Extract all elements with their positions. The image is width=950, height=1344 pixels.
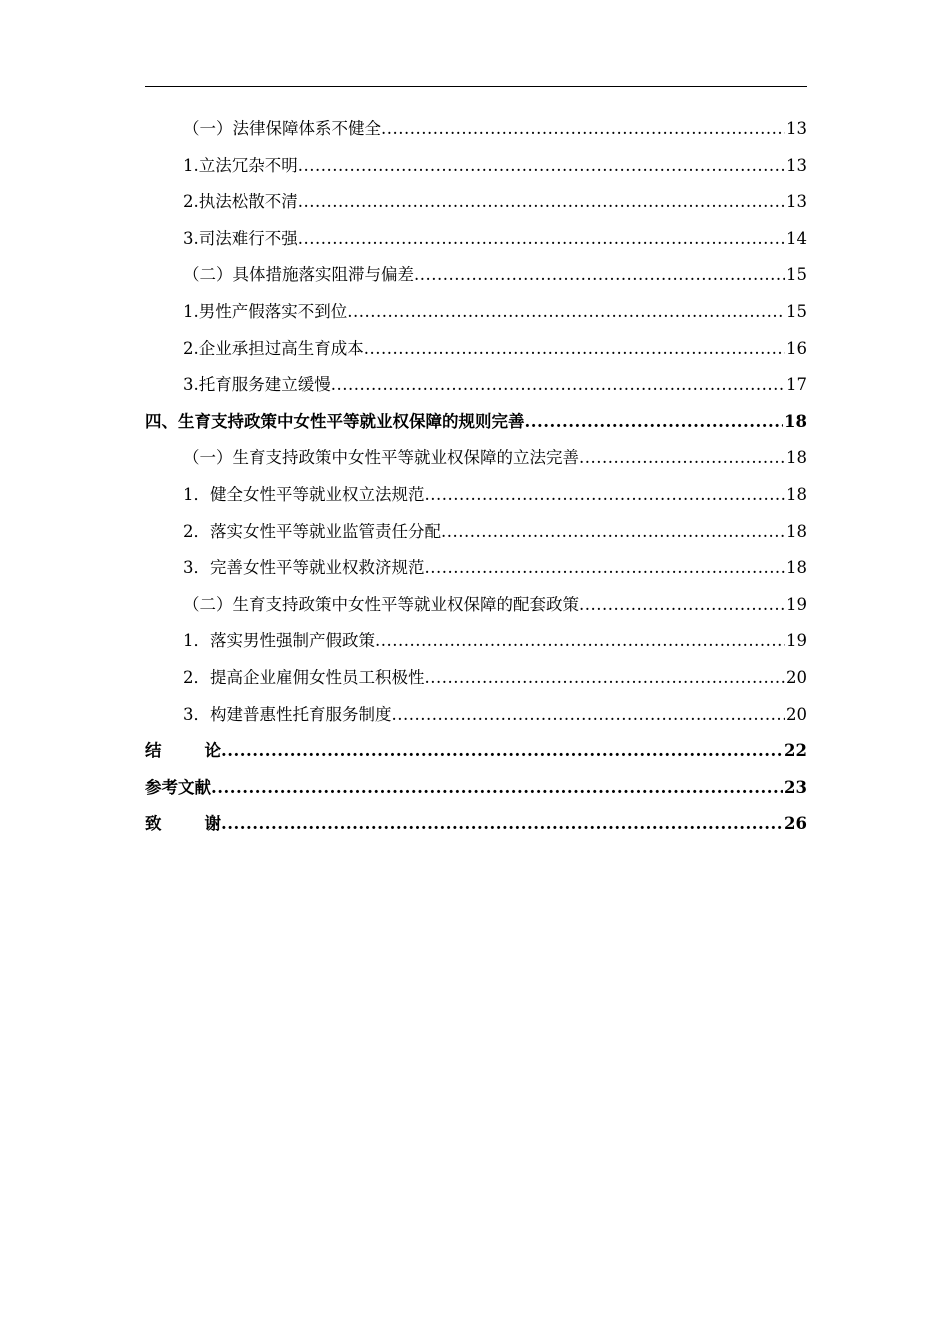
toc-entry[interactable]: [145, 440, 807, 477]
toc-dot-leader: [347, 294, 785, 331]
toc-title-char: 结: [145, 741, 162, 761]
toc-title-char: 论: [204, 741, 221, 761]
toc-entry-title: 2.执法松散不清: [183, 192, 298, 212]
toc-entry-page: 18: [784, 411, 807, 431]
toc-entry-title: [145, 806, 221, 843]
toc-chapter-entry[interactable]: [145, 404, 807, 441]
toc-entry[interactable]: [145, 587, 807, 624]
toc-entry-title: （一）法律保障体系不健全: [183, 119, 381, 138]
toc-entry-page: 13: [786, 155, 807, 175]
toc-entry-title: （二）具体措施落实阻滞与偏差: [183, 265, 414, 285]
toc-entry-title: （一）生育支持政策中女性平等就业权保障的立法完善: [183, 448, 579, 468]
toc-entry-page: 20: [786, 704, 807, 724]
toc-entry[interactable]: [145, 550, 807, 587]
toc-entry-page: 20: [786, 667, 807, 687]
header-rule: [145, 86, 807, 87]
toc-entry[interactable]: [145, 514, 807, 551]
toc-entry[interactable]: [145, 367, 807, 404]
toc-dot-leader: [525, 404, 784, 441]
toc-conclusion-entry[interactable]: [145, 733, 807, 770]
toc-dot-leader: [425, 660, 786, 697]
toc-dot-leader: [364, 331, 785, 368]
toc-entry-title: 参考文献: [145, 777, 211, 797]
toc-title-char: 致: [145, 814, 162, 834]
toc-entry[interactable]: [145, 477, 807, 514]
toc-dot-leader: [221, 806, 783, 843]
toc-entry[interactable]: [145, 623, 807, 660]
toc-entry-title: 3.司法难行不强: [183, 228, 298, 248]
toc-dot-leader: [381, 111, 785, 148]
toc-dot-leader: [414, 257, 785, 294]
toc-entry-title: （二）生育支持政策中女性平等就业权保障的配套政策: [183, 594, 579, 614]
toc-dot-leader: [298, 148, 785, 185]
toc-entry-title: 3．完善女性平等就业权救济规范: [183, 558, 425, 578]
toc-entry-page: 14: [786, 228, 807, 248]
toc-entry-page: 18: [786, 484, 807, 504]
toc-entry-page: 13: [786, 192, 807, 212]
toc-entry-page: 18: [786, 558, 807, 578]
toc-entry-title: 1．健全女性平等就业权立法规范: [183, 484, 425, 504]
toc-dot-leader: [221, 733, 783, 770]
toc-dot-leader: [211, 770, 783, 807]
toc-references-entry[interactable]: [145, 770, 807, 807]
toc-entry[interactable]: [145, 294, 807, 331]
toc-dot-leader: [298, 184, 785, 221]
toc-entry-page: 15: [786, 301, 807, 321]
toc-entry[interactable]: [145, 660, 807, 697]
toc-entry-page: 22: [784, 741, 807, 761]
toc-entry[interactable]: [145, 697, 807, 734]
toc-dot-leader: [441, 514, 785, 551]
toc-entry-page: 16: [786, 338, 807, 358]
toc-entry-page: 19: [786, 594, 807, 614]
toc-entry-title: 3．构建普惠性托育服务制度: [183, 704, 392, 724]
toc-acknowledgements-entry[interactable]: [145, 806, 807, 843]
toc-dot-leader: [425, 550, 786, 587]
toc-entry[interactable]: [145, 331, 807, 368]
toc-entry-page: 23: [784, 777, 807, 797]
toc-entry-title: 四、生育支持政策中女性平等就业权保障的规则完善: [145, 411, 525, 431]
toc-entry[interactable]: [145, 257, 807, 294]
toc-entry-page: 18: [786, 448, 807, 468]
toc-dot-leader: [298, 221, 785, 258]
toc-dot-leader: [579, 440, 785, 477]
toc-entry-page: 19: [786, 631, 807, 651]
toc-dot-leader: [375, 623, 785, 660]
table-of-contents: [145, 111, 807, 843]
toc-entry-title: 1.立法冗杂不明: [183, 155, 298, 175]
toc-entry-title: 3.托育服务建立缓慢: [183, 375, 331, 395]
toc-entry[interactable]: [145, 184, 807, 221]
toc-entry-page: 13: [786, 119, 807, 138]
toc-dot-leader: [392, 697, 786, 734]
toc-entry-title: 2．落实女性平等就业监管责任分配: [183, 521, 441, 541]
toc-dot-leader: [425, 477, 786, 514]
toc-title-char: 谢: [204, 814, 221, 834]
toc-entry-page: 15: [786, 265, 807, 285]
toc-entry[interactable]: [145, 111, 807, 148]
toc-entry-title: [145, 733, 221, 770]
toc-entry-title: 2．提高企业雇佣女性员工积极性: [183, 667, 425, 687]
toc-entry[interactable]: [145, 148, 807, 185]
toc-entry-page: 18: [786, 521, 807, 541]
toc-entry-title: 1．落实男性强制产假政策: [183, 631, 375, 651]
toc-entry[interactable]: [145, 221, 807, 258]
toc-entry-title: 1.男性产假落实不到位: [183, 301, 348, 321]
toc-entry-title: 2.企业承担过高生育成本: [183, 338, 364, 358]
toc-dot-leader: [331, 367, 785, 404]
toc-dot-leader: [579, 587, 785, 624]
toc-entry-page: 17: [786, 375, 807, 395]
toc-entry-page: 26: [784, 814, 807, 834]
